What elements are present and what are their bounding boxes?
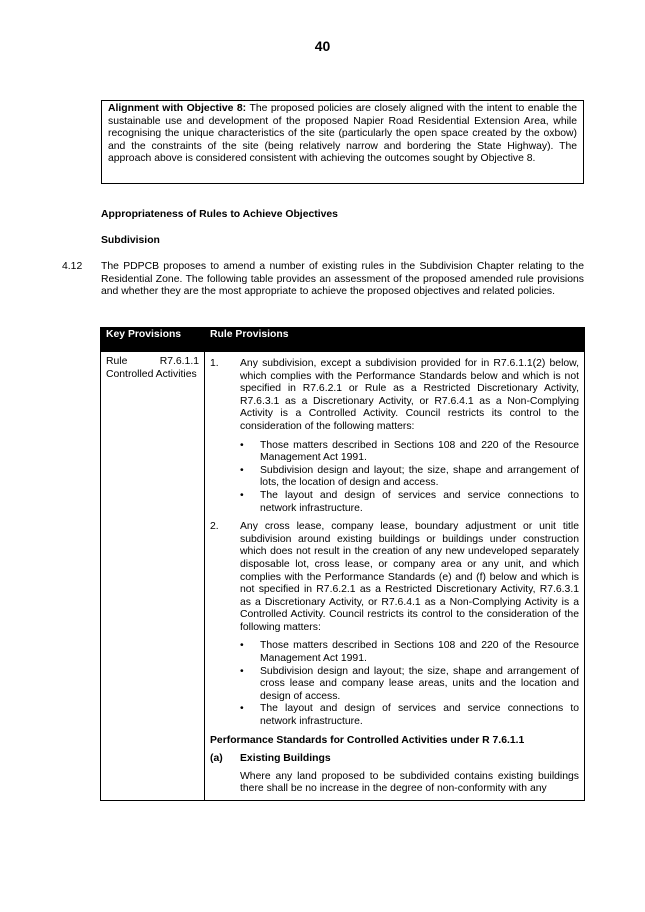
rule-reference [106,356,199,369]
rule-provisions-header: Rule Provisions [205,328,585,352]
sub-item-title: Existing Buildings [240,753,331,765]
section-heading: Appropriateness of Rules to Achieve Objectives [101,209,338,220]
page-number: 40 [314,38,331,54]
rules-table [100,327,585,801]
rule-caption: Controlled Activities [106,368,197,380]
bullet-icon: • [240,640,244,652]
paragraph-text: The PDPCB proposes to amend a number of existing rules in the Subdivision Chapter relating to the Residential Zone. The following table provides an assessment of the proposed amended rule provisions and whether they are the most appropriate to achieve the proposed objectives and related policies. [101,261,584,298]
bullet-icon: • [240,703,244,715]
list-item: • Those matters described in Sections 108 and 220 of the Resource Management Act 1991. [240,439,579,464]
bullet-icon: • [240,665,244,677]
key-provision-cell [101,352,205,801]
sub-item-label: (a) [210,753,223,765]
table-row [101,352,585,801]
objective-alignment-box [101,100,584,184]
provision-text: Any cross lease, company lease, boundary adjustment or unit title subdivision around existing buildings or buildings under construction which does not result in the creation of any new undeveloped separately disposable lot, cross lease, or company area or any unit, and which complies with the Performance Standards (e) and (f) below and which is not specified in R7.6.2.1 as a Restricted Discretionary Activity, R7.6.3.1 as a Discretionary Activity, or R7.6.4.1 as a Non-Complying Activity is a Controlled Activity. Council restricts its control to the consideration of the following matters: [240,521,579,633]
provision-number: 1. [210,358,219,369]
list-item: • The layout and design of services and service connections to network infrastructure. [240,703,579,728]
provision-number: 2. [210,521,219,533]
bullet-icon: • [240,464,244,476]
paragraph-number: 4.12 [62,261,83,272]
rule-provision-cell [205,352,585,801]
key-provisions-header: Key Provisions [101,328,205,352]
bullet-icon: • [240,439,244,451]
objective-text: The proposed policies are closely aligned with the intent to enable the sustainable use and development of the proposed Napier Road Residential Extension Area, while recognising the unique characteristics of the site (particularly the open space created by the oxbow) and the constraints of the site (being relatively narrow and bordering the State Highway). The approach above is considered consistent with achieving the outcomes sought by Objective 8. [108,103,577,165]
sub-item-heading [210,753,579,766]
provision-bullet-list [240,640,579,728]
provision-item [210,358,579,434]
provision-bullet-list [240,440,579,516]
provision-text: Any subdivision, except a subdivision provided for in R7.6.1.1(2) below, which complies with the Performance Standards below and which is not specified in R7.6.2.1 or Rule as a Restricted Discretionary Activity, R7.6.3.1 as a Discretionary Activity, or R7.6.4.1 as a Non-Complying Activity is a Controlled Activity. Council restricts its control to the consideration of the following matters: [240,358,579,432]
rule-label: Rule [106,356,128,367]
list-item: • Subdivision design and layout; the size, shape and arrangement of lots, the location of design and access. [240,464,579,489]
list-item: • Those matters described in Sections 108 and 220 of the Resource Management Act 1991. [240,640,579,665]
objective-label: Alignment with Objective 8: [108,103,247,114]
bullet-icon: • [240,489,244,501]
sub-item-text: Where any land proposed to be subdivided contains existing buildings there shall be no increase in the degree of non-conformity with any [240,770,579,795]
rule-number: R7.6.1.1 [159,356,199,367]
table-header-row [101,328,585,352]
list-item: • Subdivision design and layout; the size, shape and arrangement of cross lease and company lease areas, units and the location and design of access. [240,665,579,702]
subsection-heading: Subdivision [101,235,160,246]
list-item: • The layout and design of services and service connections to network infrastructure. [240,489,579,514]
performance-standards-heading: Performance Standards for Controlled Activities under R 7.6.1.1 [210,734,525,746]
provision-item [210,521,579,634]
